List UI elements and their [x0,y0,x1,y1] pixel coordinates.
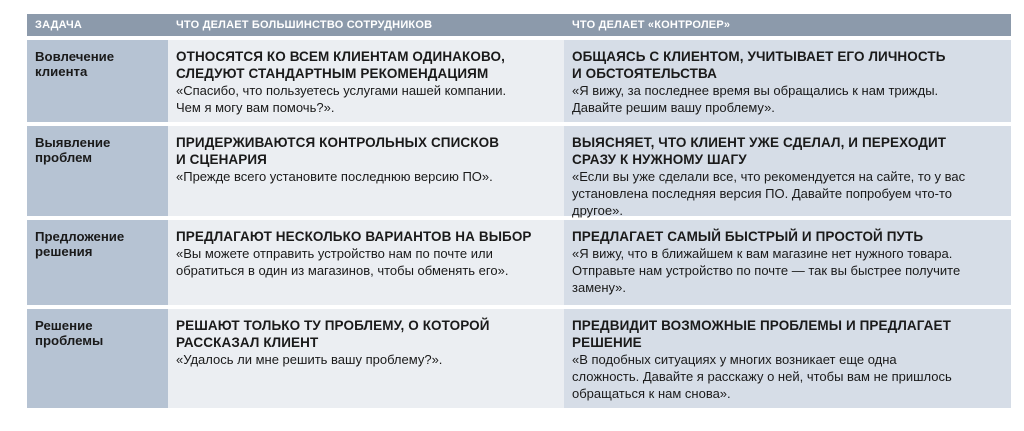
controller-quote: «Я вижу, что в ближайшем к вам магазине нет нужного товара. Отправьте нам устройство по почте — так вы быстрее получите замену». [572,246,961,295]
most-heading: ПРИДЕРЖИВАЮТСЯ КОНТРОЛЬНЫХ СПИСКОВ И СЦЕНАРИЯ [176,135,500,167]
most-quote: «Удалось ли мне решить вашу проблему?». [176,352,443,367]
controller-heading: ПРЕДЛАГАЕТ САМЫЙ БЫСТРЫЙ И ПРОСТОЙ ПУТЬ [572,229,924,244]
task-cell: Выявление проблем [27,126,168,216]
controller-heading: ВЫЯСНЯЕТ, ЧТО КЛИЕНТ УЖЕ СДЕЛАЛ, И ПЕРЕХОДИТ СРАЗУ К НУЖНОМУ ШАГУ [572,135,947,167]
most-employees-cell [168,126,564,216]
header-controller: ЧТО ДЕЛАЕТ «КОНТРОЛЕР» [564,14,1011,36]
controller-cell [564,126,1011,216]
task-cell: Вовлечение клиента [27,40,168,122]
most-quote: «Спасибо, что пользуетесь услугами нашей компании. Чем я могу вам помочь?». [176,83,507,115]
controller-cell [564,40,1011,122]
controller-quote: «В подобных ситуациях у многих возникает еще одна сложность. Давайте я расскажу о ней, чтобы вам не пришлось обращаться к нам снова». [572,352,952,401]
controller-cell [564,309,1011,408]
task-cell: Решение проблемы [27,309,168,408]
most-heading: ОТНОСЯТСЯ КО ВСЕМ КЛИЕНТАМ ОДИНАКОВО, СЛЕДУЮТ СТАНДАРТНЫМ РЕКОМЕНДАЦИЯМ [176,49,505,81]
controller-heading: ПРЕДВИДИТ ВОЗМОЖНЫЕ ПРОБЛЕМЫ И ПРЕДЛАГАЕТ РЕШЕНИЕ [572,318,951,350]
controller-quote: «Если вы уже сделали все, что рекомендуется на сайте, то у вас установлена последняя версия ПО. Давайте попробуем что-то другое». [572,169,966,218]
task-cell: Предложение решения [27,220,168,305]
controller-cell [564,220,1011,305]
most-quote: «Прежде всего установите последнюю версию ПО». [176,169,493,184]
most-heading: РЕШАЮТ ТОЛЬКО ТУ ПРОБЛЕМУ, О КОТОРОЙ РАССКАЗАЛ КЛИЕНТ [176,318,490,350]
controller-heading: ОБЩАЯСЬ С КЛИЕНТОМ, УЧИТЫВАЕТ ЕГО ЛИЧНОСТЬ И ОБСТОЯТЕЛЬСТВА [572,49,946,81]
most-employees-cell [168,309,564,408]
header-most-employees: ЧТО ДЕЛАЕТ БОЛЬШИНСТВО СОТРУДНИКОВ [168,14,564,36]
most-heading: ПРЕДЛАГАЮТ НЕСКОЛЬКО ВАРИАНТОВ НА ВЫБОР [176,229,532,244]
most-quote: «Вы можете отправить устройство нам по почте или обратиться в один из магазинов, чтобы обменять его». [176,246,509,278]
most-employees-cell [168,220,564,305]
header-task: ЗАДАЧА [27,14,168,36]
most-employees-cell [168,40,564,122]
controller-quote: «Я вижу, за последнее время вы обращались к нам трижды. Давайте решим вашу проблему». [572,83,939,115]
comparison-table [27,14,1011,408]
